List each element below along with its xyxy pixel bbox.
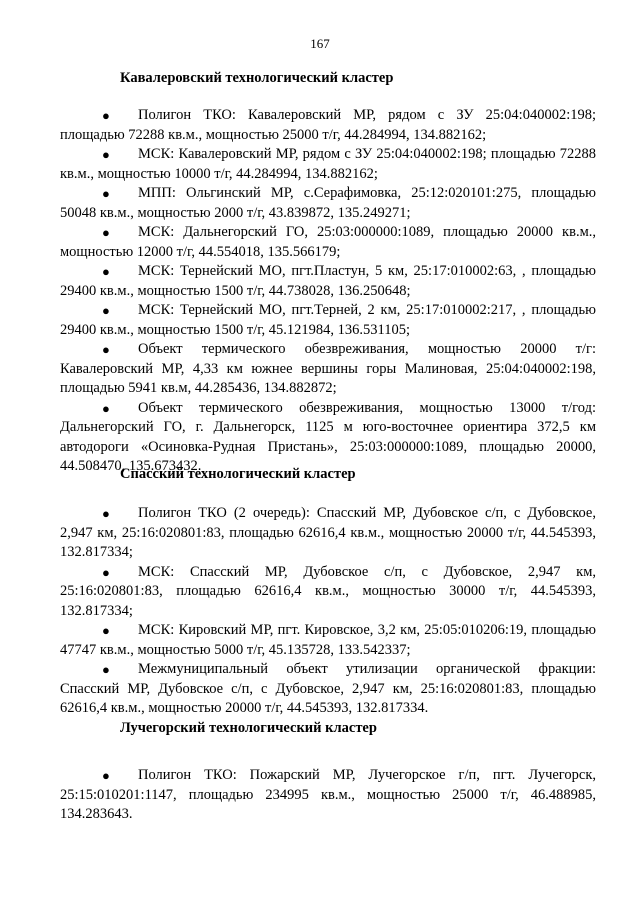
page-number: 167	[310, 36, 330, 51]
list-item	[60, 660, 596, 719]
bullet-icon: ●	[102, 662, 110, 677]
bullet-icon: ●	[102, 225, 110, 240]
list-item-text: Межмуниципальный объект утилизации органической фракции: Спасский МР, Дубовское с/п, с Дубовское, 2,947 км, 25:16:020801:83, площадью 62616,4 кв.м., мощностью 20000 т/г, 44.545393, 132.817334.	[60, 661, 596, 716]
list-item	[60, 301, 596, 340]
bullet-icon: ●	[102, 768, 110, 783]
list-item-text: МПП: Ольгинский МР, с.Серафимовка, 25:12:020101:275, площадью 50048 кв.м., мощностью 2000 т/г, 43.839872, 135.249271;	[60, 185, 596, 221]
list-item-text: МСК: Спасский МР, Дубовское с/п, с Дубовское, 2,947 км, 25:16:020801:83, площадью 62616,4 кв.м., мощностью 30000 т/г, 44.545393, 132.817334;	[60, 563, 596, 619]
list-item	[60, 223, 596, 262]
bullet-icon: ●	[102, 264, 110, 279]
list-item-text: МСК: Дальнегорский ГО, 25:03:000000:1089, площадью 20000 кв.м., мощностью 12000 т/г, 44.554018, 135.566179;	[60, 224, 596, 260]
section-list-spassky	[60, 504, 596, 719]
bullet-icon: ●	[102, 303, 110, 318]
list-item-text: Объект термического обезвреживания, мощностью 20000 т/г: Кавалеровский МР, 4,33 км южнее вершины горы Малиновая, 25:04:040002:198, площадью 5941 кв.м, 44.285436, 134.882872;	[60, 341, 596, 396]
list-item-text: Объект термического обезвреживания, мощностью 13000 т/год: Дальнегорский ГО, г. Дальнегорск, 1125 м юго-восточнее ориентира 372,5 км автодороги «Осиновка-Рудная Пристань», 25:03:000000:1089, площадью 20000, 44.508470, 135.673432.	[60, 399, 596, 474]
section-title-kavalerovsky: Кавалеровский технологический кластер	[120, 70, 394, 86]
list-item-text: МСК: Кавалеровский МР, рядом с ЗУ 25:04:040002:198; площадью 72288 кв.м., мощностью 10000 т/г, 44.284994, 134.882162;	[60, 146, 596, 182]
list-item	[60, 145, 596, 184]
list-item-text: МСК: Тернейский МО, пгт.Пластун, 5 км, 25:17:010002:63, , площадью 29400 кв.м., мощностью 1500 т/г, 44.738028, 136.250648;	[60, 263, 596, 299]
bullet-icon: ●	[102, 108, 110, 123]
section-title-luchegorsky: Лучегорский технологический кластер	[120, 720, 377, 736]
bullet-icon: ●	[102, 186, 110, 201]
bullet-icon: ●	[102, 400, 110, 416]
bullet-icon: ●	[102, 564, 110, 580]
list-item-text: МСК: Кировский МР, пгт. Кировское, 3,2 км, 25:05:010206:19, площадью 47747 кв.м., мощностью 5000 т/г, 45.135728, 133.542337;	[60, 622, 596, 658]
section-list-luchegorsky	[60, 766, 596, 825]
section-title-spassky: Спасский технологический кластер	[120, 466, 356, 482]
bullet-icon: ●	[102, 623, 110, 638]
list-item	[60, 262, 596, 301]
bullet-icon: ●	[102, 147, 110, 162]
list-item	[60, 399, 596, 477]
list-item-text: МСК: Тернейский МО, пгт.Терней, 2 км, 25:17:010002:217, , площадью 29400 кв.м., мощностью 1500 т/г, 45.121984, 136.531105;	[60, 302, 596, 338]
bullet-icon: ●	[102, 342, 110, 357]
bullet-icon: ●	[102, 506, 110, 521]
list-item	[60, 106, 596, 145]
list-item-text: Полигон ТКО (2 очередь): Спасский МР, Дубовское с/п, с Дубовское, 2,947 км, 25:16:020801:83, площадью 62616,4 кв.м., мощностью 20000 т/г, 44.545393, 132.817334;	[60, 505, 596, 560]
list-item-text: Полигон ТКО: Пожарский МР, Лучегорское г/п, пгт. Лучегорск, 25:15:010201:1147, площадью 234995 кв.м., мощностью 25000 т/г, 46.488985, 134.283643.	[60, 767, 596, 822]
list-item	[60, 340, 596, 399]
list-item	[60, 504, 596, 563]
section-list-kavalerovsky	[60, 106, 596, 477]
list-item	[60, 563, 596, 622]
list-item	[60, 766, 596, 825]
list-item	[60, 621, 596, 660]
list-item	[60, 184, 596, 223]
list-item-text: Полигон ТКО: Кавалеровский МР, рядом с ЗУ 25:04:040002:198; площадью 72288 кв.м., мощностью 25000 т/г, 44.284994, 134.882162;	[60, 107, 596, 143]
